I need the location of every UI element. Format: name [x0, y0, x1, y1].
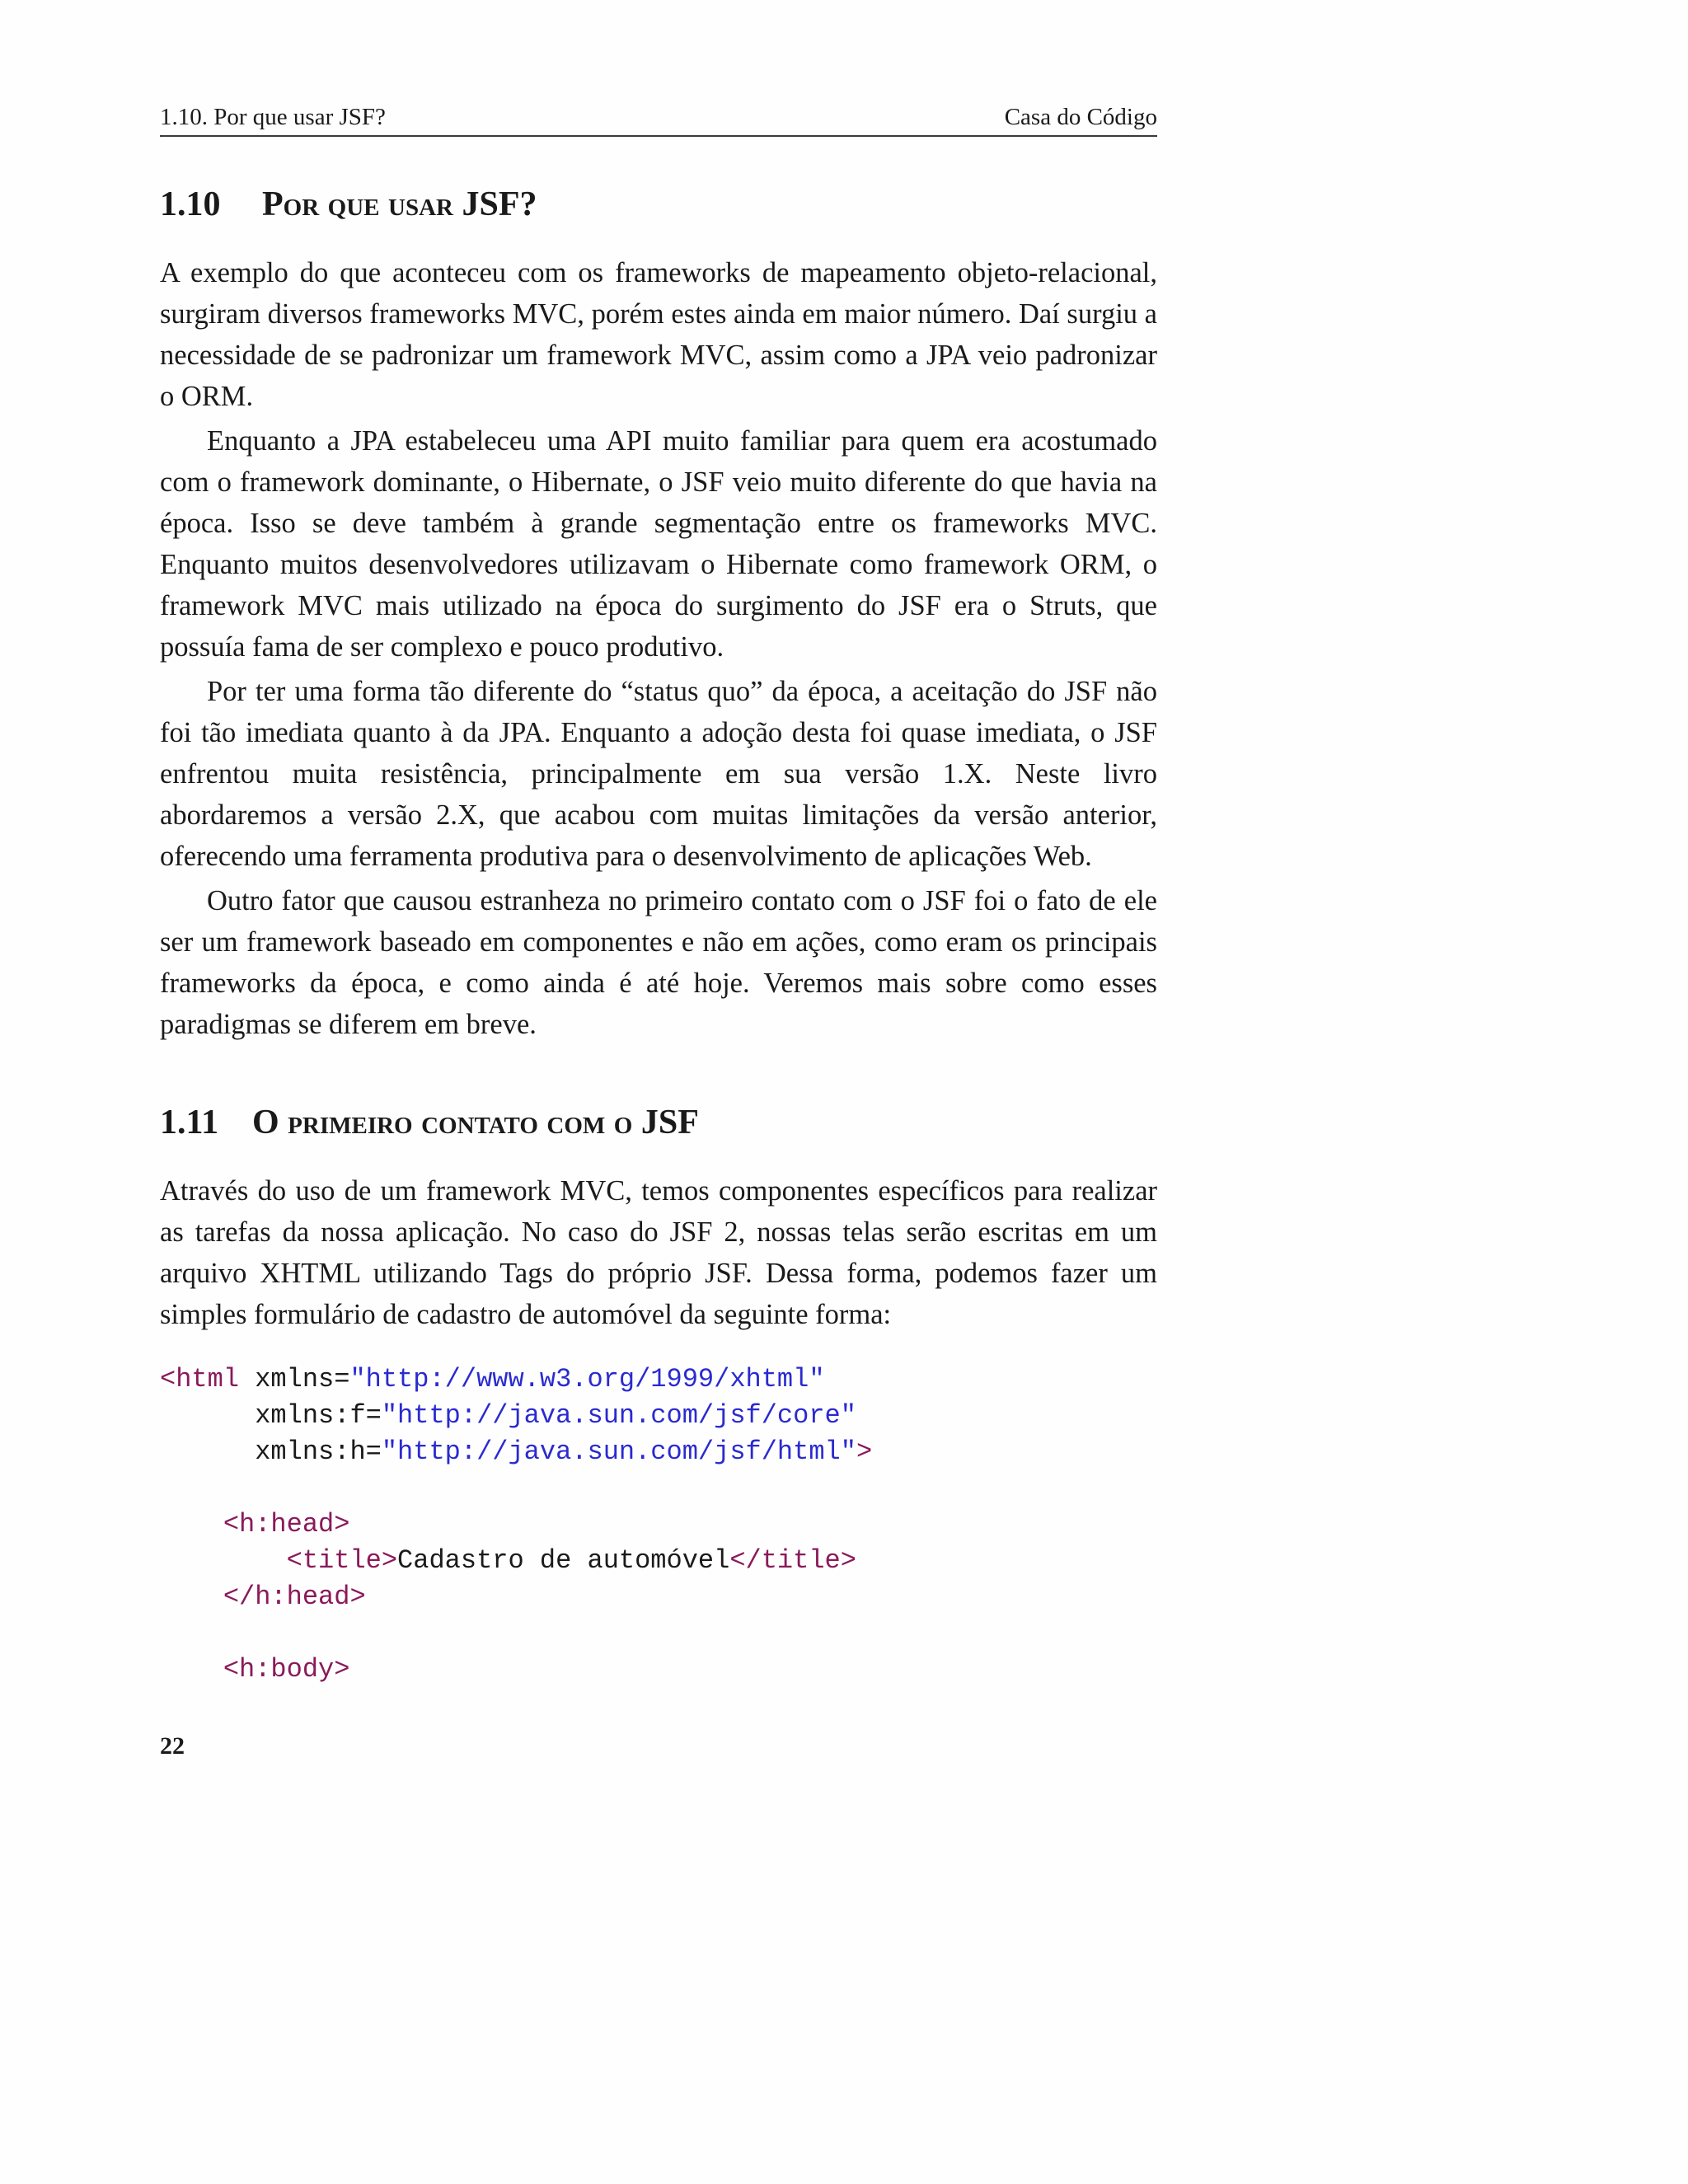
- paragraph: Outro fator que causou estranheza no primeiro contato com o JSF foi o fato de ele ser um framework baseado em componentes e não em ações, como eram os principais frameworks da época, e como ainda é até hoje. Veremos mais sobre como esses paradigmas se diferem em breve.: [160, 885, 1157, 1040]
- page-number: 22: [160, 1732, 185, 1760]
- paragraph: Através do uso de um framework MVC, temos componentes específicos para realizar as tarefas da nossa aplicação. No caso do JSF 2, nossas telas serão escritas em um arquivo XHTML utilizando Tags do próprio JSF. Dessa forma, podemos fazer um simples formulário de cadastro de automóvel da seguinte forma:: [160, 1175, 1157, 1330]
- code-listing: [160, 1361, 1157, 1688]
- section-title: O primeiro contato com o JSF: [252, 1104, 699, 1141]
- section-1-11-body: [160, 1170, 1157, 1335]
- code-token: "http://java.sun.com/jsf/core": [381, 1400, 856, 1431]
- paragraph: Enquanto a JPA estabeleceu uma API muito familiar para quem era acostumado com o framework dominante, o Hibernate, o JSF veio muito diferente do que havia na época. Isso se deve também à grande segmentação entre os frameworks MVC. Enquanto muitos desenvolvedores utilizavam o Hibernate como framework ORM, o framework MVC mais utilizado na época do surgimento do JSF era o Struts, que possuía fama de ser complexo e pouco produtivo.: [160, 425, 1157, 663]
- section-1-10-body: [160, 252, 1157, 1045]
- code-token: <html: [160, 1364, 240, 1394]
- running-header: [160, 99, 1157, 137]
- code-token: xmlns=: [239, 1364, 350, 1394]
- section-title: Por que usar JSF?: [262, 185, 537, 223]
- code-token: <h:head>: [223, 1509, 350, 1540]
- code-token: <h:body>: [223, 1654, 350, 1685]
- paragraph: Por ter uma forma tão diferente do “status quo” da época, a aceitação do JSF não foi tão imediata quanto à da JPA. Enquanto a adoção desta foi quase imediata, o JSF enfrentou muita resistência, principalmente em sua versão 1.X. Neste livro abordaremos a versão 2.X, que acabou com muitas limitações da versão anterior, oferecendo uma ferramenta produtiva para o desenvolvimento de aplicações Web.: [160, 676, 1157, 872]
- code-token: "http://java.sun.com/jsf/html": [381, 1436, 856, 1467]
- code-token: "http://www.w3.org/1999/xhtml": [349, 1364, 825, 1394]
- code-token: </title>: [729, 1545, 856, 1576]
- section-number: 1.11: [160, 1104, 219, 1141]
- code-token: xmlns:h=: [255, 1436, 382, 1467]
- code-token: <title>: [286, 1545, 398, 1576]
- header-section-title: 1.10. Por que usar JSF?: [160, 104, 386, 130]
- paragraph: A exemplo do que aconteceu com os frameworks de mapeamento objeto-relacional, surgiram diversos frameworks MVC, porém estes ainda em maior número. Daí surgiu a necessidade de se padronizar um framework MVC, assim como a JPA veio padronizar o ORM.: [160, 257, 1157, 412]
- code-token: Cadastro de automóvel: [397, 1545, 730, 1576]
- section-number: 1.10: [160, 185, 221, 223]
- code-token: >: [856, 1436, 873, 1467]
- code-token: xmlns:f=: [255, 1400, 382, 1431]
- section-heading-1-11: [160, 1098, 699, 1147]
- section-heading-1-10: [160, 180, 537, 229]
- code-token: </h:head>: [223, 1582, 366, 1612]
- header-publisher: Casa do Código: [1004, 104, 1157, 130]
